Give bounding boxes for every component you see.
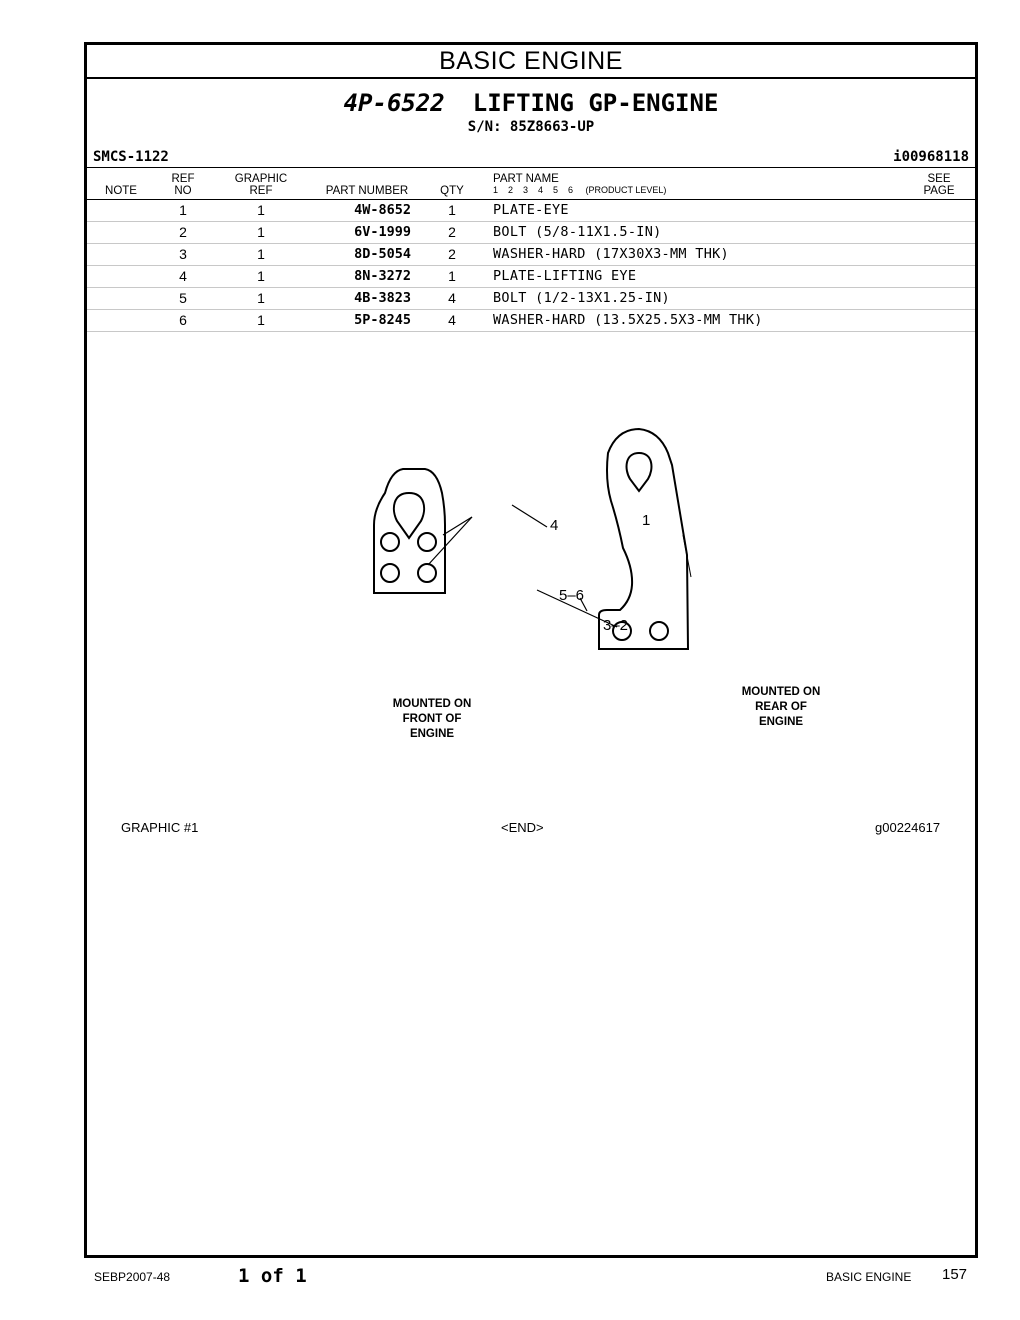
part-name: BOLT (5/8-11X1.5-IN) — [493, 224, 662, 240]
part-name: PLATE-LIFTING EYE — [493, 268, 637, 284]
col-graphic-bottom: REF — [249, 185, 273, 197]
front-note-line-3: ENGINE — [409, 728, 455, 740]
group-name: LIFTING GP-ENGINE — [472, 89, 719, 117]
part-name: WASHER-HARD (13.5X25.5X3-MM THK) — [493, 312, 763, 328]
quantity: 1 — [448, 268, 456, 284]
part-name: PLATE-EYE — [493, 202, 569, 218]
page-number: 157 — [942, 1266, 968, 1283]
ref-no: 3 — [179, 246, 187, 262]
footer-section: BASIC ENGINE — [826, 1270, 912, 1284]
col-ref-top: REF — [171, 173, 195, 185]
table-row[interactable] — [87, 288, 975, 310]
part-number[interactable]: 5P-8245 — [354, 312, 411, 328]
table-row[interactable] — [87, 200, 975, 222]
graphic-ref: 1 — [257, 246, 265, 262]
table-row[interactable] — [87, 244, 975, 266]
part-number[interactable]: 4W-8652 — [354, 202, 411, 218]
smcs-code: SMCS-1122 — [93, 149, 169, 165]
graphic-id: g00224617 — [875, 820, 941, 835]
part-number[interactable]: 8N-3272 — [354, 268, 411, 284]
ref-no: 6 — [179, 312, 187, 328]
quantity: 4 — [448, 290, 456, 306]
callout-1: 1 — [642, 512, 651, 529]
graphic-ref: 1 — [257, 202, 265, 218]
graphic-ref: 1 — [257, 312, 265, 328]
catalog-page-frame — [84, 42, 978, 1258]
group-title — [87, 89, 975, 117]
col-see-top: SEE — [927, 173, 951, 185]
parts-illustration — [287, 385, 821, 775]
col-note: NOTE — [105, 185, 137, 197]
table-row[interactable] — [87, 222, 975, 244]
ref-no: 5 — [179, 290, 187, 306]
graphic-label: GRAPHIC #1 — [121, 820, 199, 835]
callout-leaders — [428, 505, 617, 627]
illustration-id: i00968118 — [893, 149, 969, 165]
end-marker: <END> — [501, 820, 544, 835]
col-see-bottom: PAGE — [923, 185, 955, 197]
front-eye-plate — [374, 469, 445, 593]
graphic-ref: 1 — [257, 290, 265, 306]
col-ref-bottom: NO — [174, 185, 192, 197]
part-name: WASHER-HARD (17X30X3-MM THK) — [493, 246, 729, 262]
part-number[interactable]: 8D-5054 — [354, 246, 411, 262]
group-part-number[interactable]: 4P-6522 — [343, 89, 445, 117]
serial-range: S/N: 85Z8663-UP — [467, 119, 595, 135]
rear-eye-plate — [599, 429, 691, 649]
section-title: BASIC ENGINE — [87, 45, 975, 79]
part-number[interactable]: 6V-1999 — [354, 224, 411, 240]
callout-4: 4 — [550, 517, 559, 534]
front-note-line-2: FRONT OF — [402, 713, 462, 725]
ref-no: 1 — [179, 202, 187, 218]
header-top-rule — [87, 167, 975, 168]
rear-note-line-2: REAR OF — [755, 701, 807, 713]
graphic-ref: 1 — [257, 224, 265, 240]
table-row[interactable] — [87, 266, 975, 288]
part-name: BOLT (1/2-13X1.25-IN) — [493, 290, 670, 306]
rear-note-line-3: ENGINE — [758, 716, 804, 728]
front-note-line-1: MOUNTED ON — [392, 698, 472, 710]
graphic-ref: 1 — [257, 268, 265, 284]
quantity: 1 — [448, 202, 456, 218]
document-number: SEBP2007-48 — [94, 1270, 171, 1284]
table-row[interactable] — [87, 310, 975, 332]
ref-no: 2 — [179, 224, 187, 240]
callout-5-6: 5–6 — [559, 587, 585, 604]
page-of: 1 of 1 — [238, 1265, 307, 1287]
col-product-levels: 1 2 3 4 5 6 (PRODUCT LEVEL) — [493, 185, 667, 195]
col-part-number: PART NUMBER — [325, 185, 409, 197]
quantity: 2 — [448, 224, 456, 240]
quantity: 4 — [448, 312, 456, 328]
quantity: 2 — [448, 246, 456, 262]
callout-3-2: 3–2 — [603, 617, 629, 634]
col-graphic-top: GRAPHIC — [234, 173, 288, 185]
col-qty: QTY — [440, 185, 464, 197]
col-part-name: PART NAME — [493, 173, 559, 185]
part-number[interactable]: 4B-3823 — [354, 290, 411, 306]
ref-no: 4 — [179, 268, 187, 284]
rear-note-line-1: MOUNTED ON — [741, 686, 821, 698]
